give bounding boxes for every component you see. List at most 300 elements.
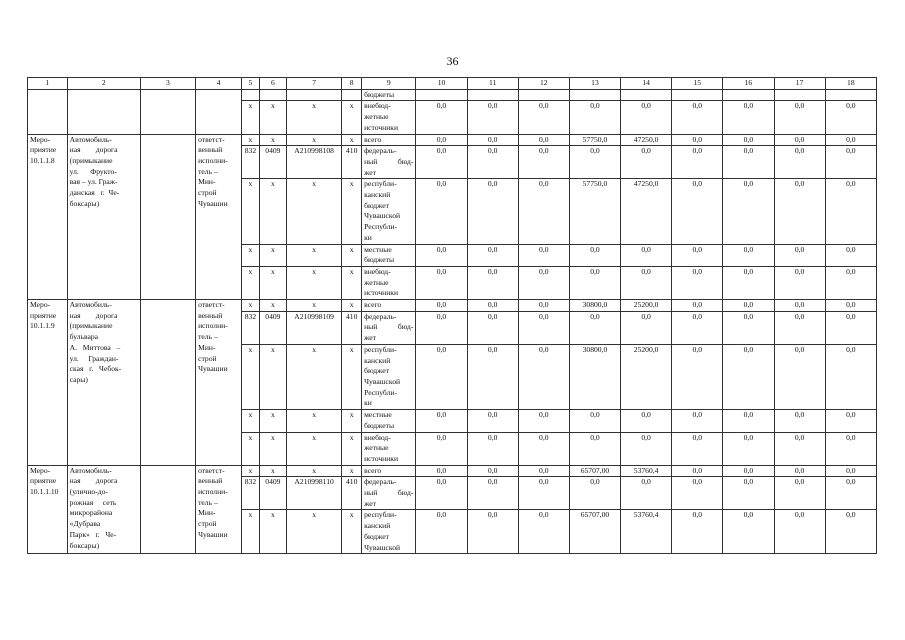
value-cell: 25200,0: [621, 344, 672, 409]
cell-line: (примыкание: [69, 155, 113, 165]
value-cell: [569, 89, 620, 101]
code-cell: 832: [242, 477, 260, 510]
code-cell: 410: [342, 477, 362, 510]
code-cell: x: [259, 101, 286, 134]
value-cell: 57750,0: [569, 179, 620, 244]
value-cell: 0,0: [672, 410, 723, 432]
code-cell: 410: [342, 146, 362, 179]
code-cell: [286, 89, 341, 101]
source-cell: [362, 510, 416, 554]
cell-line: всего: [364, 300, 382, 310]
empty-cell: [28, 101, 68, 134]
code-cell: x: [286, 300, 341, 312]
cell-line: тель –: [198, 332, 218, 342]
value-cell: 0,0: [416, 134, 467, 146]
source-cell: [362, 477, 416, 510]
code-cell: 0409: [259, 477, 286, 510]
value-cell: 0,0: [825, 477, 876, 510]
header-cell: 10: [416, 78, 467, 90]
cell-line: внебюд-: [364, 101, 391, 111]
code-cell: x: [259, 410, 286, 432]
cell-line: ул. Граждан-: [69, 353, 119, 363]
value-cell: 0,0: [774, 266, 825, 299]
header-cell: 16: [723, 78, 774, 90]
value-cell: 0,0: [723, 477, 774, 510]
source-cell: [362, 146, 416, 179]
code-cell: 0409: [259, 311, 286, 344]
activity-name: [67, 465, 140, 554]
value-cell: 0,0: [416, 311, 467, 344]
cell-line: строй: [198, 353, 217, 363]
value-cell: 0,0: [672, 311, 723, 344]
value-cell: 0,0: [774, 244, 825, 266]
value-cell: 0,0: [467, 465, 518, 477]
value-cell: 0,0: [774, 311, 825, 344]
value-cell: 65707,00: [569, 510, 620, 554]
empty-cell: [140, 300, 195, 466]
source-cell: [362, 266, 416, 299]
cell-line: канский: [364, 190, 391, 200]
value-cell: 0,0: [467, 410, 518, 432]
value-cell: 0,0: [518, 146, 569, 179]
value-cell: [723, 89, 774, 101]
empty-cell: [196, 101, 242, 134]
code-cell: x: [286, 179, 341, 244]
header-cell: 12: [518, 78, 569, 90]
cell-line: бюджет: [364, 366, 389, 376]
cell-line: Чувашской: [364, 542, 401, 552]
code-cell: x: [259, 134, 286, 146]
code-cell: x: [286, 510, 341, 554]
page-number: 36: [446, 54, 459, 68]
cell-line: жетные: [364, 443, 389, 453]
cell-line: республи-: [364, 179, 397, 189]
value-cell: 0,0: [467, 134, 518, 146]
value-cell: 0,0: [569, 311, 620, 344]
empty-cell: [140, 101, 195, 134]
cell-line: ная дорога: [69, 145, 118, 155]
value-cell: 0,0: [672, 101, 723, 134]
value-cell: 0,0: [416, 266, 467, 299]
code-cell: x: [342, 410, 362, 432]
code-cell: x: [259, 432, 286, 465]
cell-line: А. Миттова –: [69, 342, 121, 352]
cell-line: ответст-: [198, 465, 225, 475]
cell-line: тель –: [198, 166, 218, 176]
cell-line: Меро-: [30, 134, 51, 144]
header-cell: 3: [140, 78, 195, 90]
cell-line: Чувашии: [198, 198, 228, 208]
cell-line: канский: [364, 355, 391, 365]
source-cell: [362, 179, 416, 244]
value-cell: 0,0: [672, 300, 723, 312]
value-cell: 0,0: [621, 311, 672, 344]
value-cell: 0,0: [569, 477, 620, 510]
cell-line: 10.1.1.10: [30, 487, 59, 497]
cell-line: республи-: [364, 510, 397, 520]
source-cell: [362, 432, 416, 465]
value-cell: 0,0: [825, 410, 876, 432]
header-cell: 4: [196, 78, 242, 90]
code-cell: x: [242, 410, 260, 432]
code-cell: x: [242, 244, 260, 266]
code-cell: x: [259, 300, 286, 312]
value-cell: 0,0: [774, 344, 825, 409]
source-cell: [362, 101, 416, 134]
source-cell: [362, 465, 416, 477]
code-cell: x: [286, 244, 341, 266]
value-cell: 0,0: [774, 510, 825, 554]
cell-line: приятие: [30, 476, 57, 486]
value-cell: 0,0: [723, 101, 774, 134]
value-cell: 0,0: [416, 344, 467, 409]
empty-cell: [67, 101, 140, 134]
value-cell: [672, 89, 723, 101]
value-cell: [467, 89, 518, 101]
cell-line: 10.1.1.8: [30, 155, 55, 165]
code-cell: x: [342, 179, 362, 244]
code-cell: x: [342, 134, 362, 146]
code-cell: x: [342, 432, 362, 465]
cell-line: Мин-: [198, 342, 216, 352]
cell-line: Республи-: [364, 222, 397, 232]
value-cell: 0,0: [416, 146, 467, 179]
code-cell: [342, 89, 362, 101]
code-cell: x: [342, 510, 362, 554]
value-cell: 0,0: [518, 344, 569, 409]
cell-line: всего: [364, 465, 382, 475]
value-cell: 0,0: [518, 300, 569, 312]
cell-line: тель –: [198, 497, 218, 507]
value-cell: 0,0: [825, 179, 876, 244]
value-cell: 0,0: [774, 146, 825, 179]
code-cell: 832: [242, 146, 260, 179]
value-cell: 0,0: [416, 101, 467, 134]
empty-cell: [28, 89, 68, 101]
value-cell: 0,0: [774, 179, 825, 244]
cell-line: Меро-: [30, 300, 51, 310]
cell-line: ный бюд-: [364, 488, 414, 498]
value-cell: 0,0: [621, 244, 672, 266]
cell-line: Чувашии: [198, 529, 228, 539]
cell-line: жет: [364, 167, 376, 177]
source-cell: [362, 344, 416, 409]
cell-line: жетные: [364, 277, 389, 287]
cell-line: Чувашии: [198, 364, 228, 374]
value-cell: 0,0: [774, 134, 825, 146]
cell-line: исполни-: [198, 155, 228, 165]
value-cell: 0,0: [672, 146, 723, 179]
cell-line: 10.1.1.9: [30, 321, 55, 331]
code-cell: x: [242, 101, 260, 134]
cell-line: федераль-: [364, 477, 397, 487]
value-cell: 0,0: [416, 410, 467, 432]
value-cell: 0,0: [825, 266, 876, 299]
cell-line: бюджет: [364, 531, 389, 541]
value-cell: 0,0: [467, 432, 518, 465]
value-cell: 30800,0: [569, 344, 620, 409]
code-cell: x: [259, 179, 286, 244]
code-cell: x: [342, 344, 362, 409]
cell-line: ная дорога: [69, 310, 118, 320]
value-cell: 0,0: [774, 432, 825, 465]
cell-line: бюджеты: [364, 420, 395, 430]
value-cell: 0,0: [825, 510, 876, 554]
value-cell: 0,0: [723, 510, 774, 554]
code-cell: x: [242, 134, 260, 146]
empty-cell: [140, 465, 195, 554]
source-cell: [362, 244, 416, 266]
value-cell: 0,0: [416, 244, 467, 266]
cell-line: Республи-: [364, 387, 397, 397]
cell-line: республи-: [364, 344, 397, 354]
cell-line: приятие: [30, 310, 57, 320]
value-cell: 0,0: [825, 101, 876, 134]
cell-line: федераль-: [364, 311, 397, 321]
value-cell: 0,0: [621, 410, 672, 432]
value-cell: 0,0: [723, 344, 774, 409]
value-cell: 0,0: [467, 244, 518, 266]
value-cell: 53760,4: [621, 465, 672, 477]
code-cell: x: [242, 300, 260, 312]
cell-line: венный: [198, 310, 223, 320]
value-cell: 0,0: [518, 179, 569, 244]
value-cell: 0,0: [467, 101, 518, 134]
value-cell: 57750,0: [569, 134, 620, 146]
value-cell: 0,0: [621, 477, 672, 510]
cell-line: всего: [364, 134, 382, 144]
code-cell: x: [286, 432, 341, 465]
code-cell: x: [259, 266, 286, 299]
header-cell: 13: [569, 78, 620, 90]
value-cell: [518, 89, 569, 101]
empty-cell: [140, 89, 195, 101]
table-row: [28, 134, 877, 146]
cell-line: венный: [198, 476, 223, 486]
value-cell: 0,0: [825, 465, 876, 477]
header-cell: 8: [342, 78, 362, 90]
code-cell: [259, 89, 286, 101]
value-cell: 0,0: [672, 432, 723, 465]
value-cell: 0,0: [621, 101, 672, 134]
value-cell: 47250,0: [621, 179, 672, 244]
cell-line: рожная сеть: [69, 497, 117, 507]
value-cell: 0,0: [825, 300, 876, 312]
header-cell: 5: [242, 78, 260, 90]
value-cell: 0,0: [518, 465, 569, 477]
value-cell: 0,0: [518, 101, 569, 134]
cell-line: «Дубрава: [69, 519, 101, 529]
value-cell: 0,0: [518, 477, 569, 510]
header-cell: 14: [621, 78, 672, 90]
value-cell: 0,0: [723, 266, 774, 299]
value-cell: 0,0: [569, 432, 620, 465]
value-cell: 0,0: [518, 510, 569, 554]
header-cell: 9: [362, 78, 416, 90]
code-cell: x: [286, 465, 341, 477]
cell-line: внебюд-: [364, 266, 391, 276]
value-cell: 0,0: [723, 300, 774, 312]
value-cell: 0,0: [723, 146, 774, 179]
value-cell: 0,0: [467, 266, 518, 299]
cell-line: ки: [364, 398, 372, 408]
value-cell: 0,0: [825, 432, 876, 465]
cell-line: исполни-: [198, 487, 228, 497]
cell-line: ул. Фрукто-: [69, 166, 117, 176]
value-cell: 0,0: [569, 244, 620, 266]
value-cell: 30800,0: [569, 300, 620, 312]
code-cell: x: [242, 432, 260, 465]
value-cell: 0,0: [569, 101, 620, 134]
code-cell: x: [286, 266, 341, 299]
value-cell: 0,0: [467, 510, 518, 554]
value-cell: 25200,0: [621, 300, 672, 312]
budget-table: [27, 77, 877, 554]
value-cell: 0,0: [518, 134, 569, 146]
activity-id: [28, 134, 68, 300]
executor: [196, 300, 242, 466]
table-row: [28, 300, 877, 312]
cell-line: Автомобиль-: [69, 134, 112, 144]
value-cell: 0,0: [723, 244, 774, 266]
cell-line: источники: [364, 122, 399, 132]
cell-line: источники: [364, 453, 399, 463]
cell-line: бюджеты: [364, 89, 395, 99]
value-cell: 0,0: [723, 432, 774, 465]
code-cell: 410: [342, 311, 362, 344]
cell-line: жет: [364, 333, 376, 343]
cell-line: Меро-: [30, 465, 51, 475]
value-cell: 0,0: [672, 266, 723, 299]
source-cell: [362, 89, 416, 101]
header-cell: 17: [774, 78, 825, 90]
cell-line: бюджет: [364, 200, 389, 210]
header-cell: 11: [467, 78, 518, 90]
value-cell: 0,0: [672, 134, 723, 146]
cell-line: федераль-: [364, 146, 397, 156]
value-cell: 0,0: [518, 432, 569, 465]
value-cell: 0,0: [518, 410, 569, 432]
value-cell: 0,0: [774, 300, 825, 312]
value-cell: [621, 89, 672, 101]
value-cell: 65707,00: [569, 465, 620, 477]
value-cell: 0,0: [723, 179, 774, 244]
cell-line: местные: [364, 244, 392, 254]
cell-line: жет: [364, 498, 376, 508]
header-cell: 2: [67, 78, 140, 90]
cell-line: Автомобиль-: [69, 300, 112, 310]
value-cell: 0,0: [467, 300, 518, 312]
code-cell: А210998110: [286, 477, 341, 510]
value-cell: 0,0: [723, 465, 774, 477]
value-cell: 0,0: [774, 477, 825, 510]
value-cell: 0,0: [621, 146, 672, 179]
code-cell: x: [342, 465, 362, 477]
code-cell: А210998108: [286, 146, 341, 179]
cell-line: ный бюд-: [364, 322, 414, 332]
value-cell: [774, 89, 825, 101]
cell-line: местные: [364, 410, 392, 420]
cell-line: данская г. Че-: [69, 188, 120, 198]
value-cell: 0,0: [467, 179, 518, 244]
activity-name: [67, 300, 140, 466]
cell-line: жетные: [364, 112, 389, 122]
cell-line: (улично-до-: [69, 487, 108, 497]
value-cell: 0,0: [672, 179, 723, 244]
source-cell: [362, 134, 416, 146]
cell-line: Мин-: [198, 508, 216, 518]
code-cell: x: [286, 101, 341, 134]
value-cell: 0,0: [672, 244, 723, 266]
code-cell: А210998109: [286, 311, 341, 344]
value-cell: 0,0: [518, 311, 569, 344]
code-cell: x: [342, 101, 362, 134]
cell-line: приятие: [30, 145, 57, 155]
cell-line: бульвара: [69, 332, 98, 342]
cell-line: Парк» г. Че-: [69, 529, 117, 539]
value-cell: 0,0: [518, 244, 569, 266]
cell-line: ответст-: [198, 300, 225, 310]
empty-cell: [196, 89, 242, 101]
value-cell: 0,0: [467, 311, 518, 344]
value-cell: 0,0: [672, 477, 723, 510]
value-cell: 0,0: [672, 465, 723, 477]
code-cell: x: [242, 266, 260, 299]
value-cell: 0,0: [621, 266, 672, 299]
code-cell: x: [242, 344, 260, 409]
value-cell: 47250,0: [621, 134, 672, 146]
value-cell: 0,0: [672, 344, 723, 409]
cell-line: исполни-: [198, 321, 228, 331]
code-cell: [242, 89, 260, 101]
value-cell: 53760,4: [621, 510, 672, 554]
cell-line: вая – ул. Граж-: [69, 177, 118, 187]
cell-line: ная дорога: [69, 476, 118, 486]
cell-line: внебюд-: [364, 432, 391, 442]
value-cell: 0,0: [825, 344, 876, 409]
empty-cell: [67, 89, 140, 101]
code-cell: x: [242, 465, 260, 477]
cell-line: Автомобиль-: [69, 465, 112, 475]
cell-line: бюджеты: [364, 255, 395, 265]
executor: [196, 465, 242, 554]
header-cell: 1: [28, 78, 68, 90]
code-cell: x: [342, 244, 362, 266]
value-cell: 0,0: [569, 146, 620, 179]
value-cell: 0,0: [825, 311, 876, 344]
value-cell: 0,0: [569, 266, 620, 299]
cell-line: (примыкание: [69, 321, 113, 331]
cell-line: Чувашской: [364, 376, 401, 386]
cell-line: канский: [364, 521, 391, 531]
cell-line: венный: [198, 145, 223, 155]
header-cell: 18: [825, 78, 876, 90]
cell-line: боксары): [69, 198, 100, 208]
code-cell: x: [259, 244, 286, 266]
cell-line: микрорайона: [69, 508, 113, 518]
value-cell: 0,0: [467, 146, 518, 179]
value-cell: [825, 89, 876, 101]
value-cell: 0,0: [774, 101, 825, 134]
source-cell: [362, 300, 416, 312]
cell-line: ный бюд-: [364, 156, 414, 166]
value-cell: 0,0: [774, 465, 825, 477]
code-cell: x: [286, 344, 341, 409]
value-cell: 0,0: [825, 134, 876, 146]
code-cell: x: [286, 410, 341, 432]
value-cell: 0,0: [467, 344, 518, 409]
cell-line: боксары): [69, 540, 100, 550]
